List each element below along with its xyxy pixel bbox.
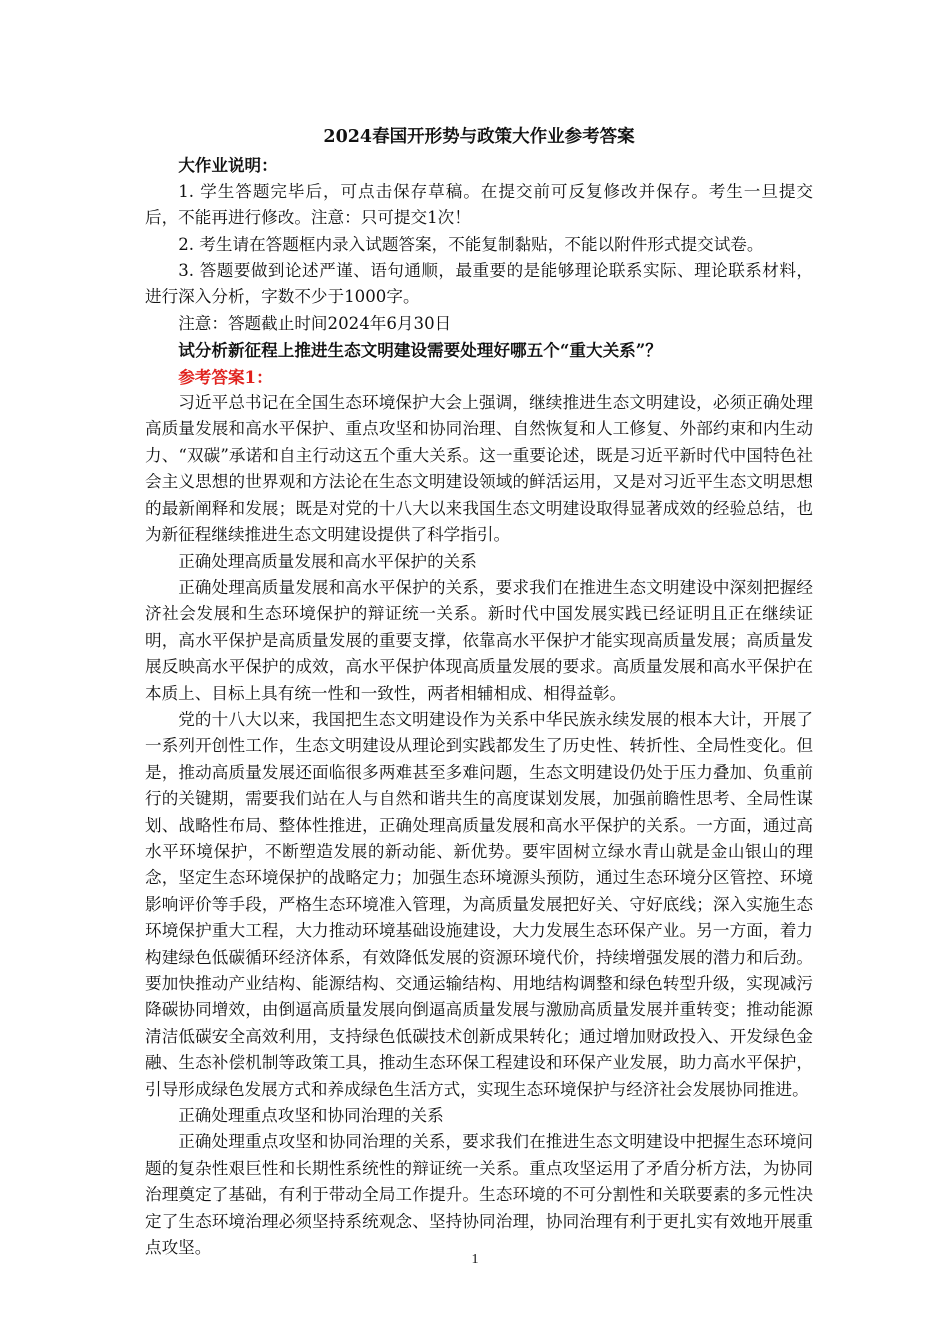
instruction-item: 2. 考生请在答题框内录入试题答案，不能复制黏贴，不能以附件形式提交试卷。 [178, 234, 764, 254]
document-title: 2024春国开形势与政策大作业参考答案 [323, 127, 635, 147]
body-paragraph: 党的十八大以来，我国把生态文明建设作为关系中华民族永续发展的根本大计，开展了一系列开创性工作，生态文明建设从理论到实践都发生了历史性、转折性、全局性变化。但是，推动高质量发展还面临很多两难甚至多难问题，生态文明建设仍处于压力叠加、负重前行的关键期，需要我们站在人与自然和谐共生的高度谋划发展，加强前瞻性思考、全局性谋划、战略性布局、整体性推进，正确处理高质量发展和高水平保护的关系。一方面，通过高水平环境保护，不断塑造发展的新动能、新优势。要牢固树立绿水青山就是金山银山的理念，坚定生态环境保护的战略定力；加强生态环境源头预防，通过生态环境分区管控、环境影响评价等手段，严格生态环境准入管理，为高质量发展把好关、守好底线；深入实施生态环境保护重大工程，大力推动环境基础设施建设，大力发展生态环保产业。另一方面，着力构建绿色低碳循环经济体系，有效降低发展的资源环境代价，持续增强发展的潜力和后劲。要加快推动产业结构、能源结构、交通运输结构、用地结构调整和绿色转型升级，实现减污降碳协同增效，由倒逼高质量发展向倒逼高质量发展与激励高质量发展并重转变；推动能源清洁低碳安全高效利用，支持绿色低碳技术创新成果转化；通过增加财政投入、开发绿色金融、生态补偿机制等政策工具，推动生态环保工程建设和环保产业发展，助力高水平保护，引导形成绿色发展方式和养成绿色生活方式，实现生态环境保护与经济社会发展协同推进。 [145, 709, 813, 1099]
instruction-item: 1. 学生答题完毕后，可点击保存草稿。在提交前可反复修改并保存。考生一旦提交后，不能再进行修改。注意：只可提交1次！ [145, 181, 813, 228]
section-heading: 正确处理重点攻坚和协同治理的关系 [178, 1106, 444, 1126]
body-paragraph: 正确处理重点攻坚和协同治理的关系，要求我们在推进生态文明建设中把握生态环境问题的复杂性艰巨性和长期性系统性的辩证统一关系。重点攻坚运用了矛盾分析方法，为协同治理奠定了基础，有利于带动全局工作提升。生态环境的不可分割性和关联要素的多元性决定了生态环境治理必须坚持系统观念、坚持协同治理，协同治理有利于更扎实有效地开展重点攻坚。 [145, 1132, 813, 1258]
section-heading: 正确处理高质量发展和高水平保护的关系 [178, 551, 477, 571]
body-paragraph: 正确处理高质量发展和高水平保护的关系，要求我们在推进生态文明建设中深刻把握经济社会发展和生态环境保护的辩证统一关系。新时代中国发展实践已经证明且正在继续证明，高水平保护是高质量发展的重要支撑，依靠高水平保护才能实现高质量发展；高质量发展反映高水平保护的成效，高水平保护体现高质量发展的要求。高质量发展和高水平保护在本质上、目标上具有统一性和一致性，两者相辅相成、相得益彰。 [145, 577, 813, 703]
document-body [145, 124, 813, 1261]
answer-label: 参考答案1： [178, 366, 273, 387]
body-paragraph: 习近平总书记在全国生态环境保护大会上强调，继续推进生态文明建设，必须正确处理高质量发展和高水平保护、重点攻坚和协同治理、自然恢复和人工修复、外部约束和内生动力、“双碳”承诺和自主行动这五个重大关系。这一重要论述，既是习近平新时代中国特色社会主义思想的世界观和方法论在生态文明建设领域的鲜活运用，又是对习近平生态文明思想的最新阐释和发展；既是对党的十八大以来我国生态文明建设取得显著成效的经验总结，也为新征程继续推进生态文明建设提供了科学指引。 [145, 393, 813, 545]
instructions-heading: 大作业说明： [178, 155, 278, 176]
deadline-note: 注意：答题截止时间2024年6月30日 [178, 313, 452, 333]
question-text: 试分析新征程上推进生态文明建设需要处理好哪五个“重大关系”？ [178, 340, 662, 361]
instruction-item: 3. 答题要做到论述严谨、语句通顺，最重要的是能够理论联系实际、理论联系材料，进行深入分析，字数不少于1000字。 [145, 261, 813, 307]
page-number: 1 [471, 1252, 479, 1267]
